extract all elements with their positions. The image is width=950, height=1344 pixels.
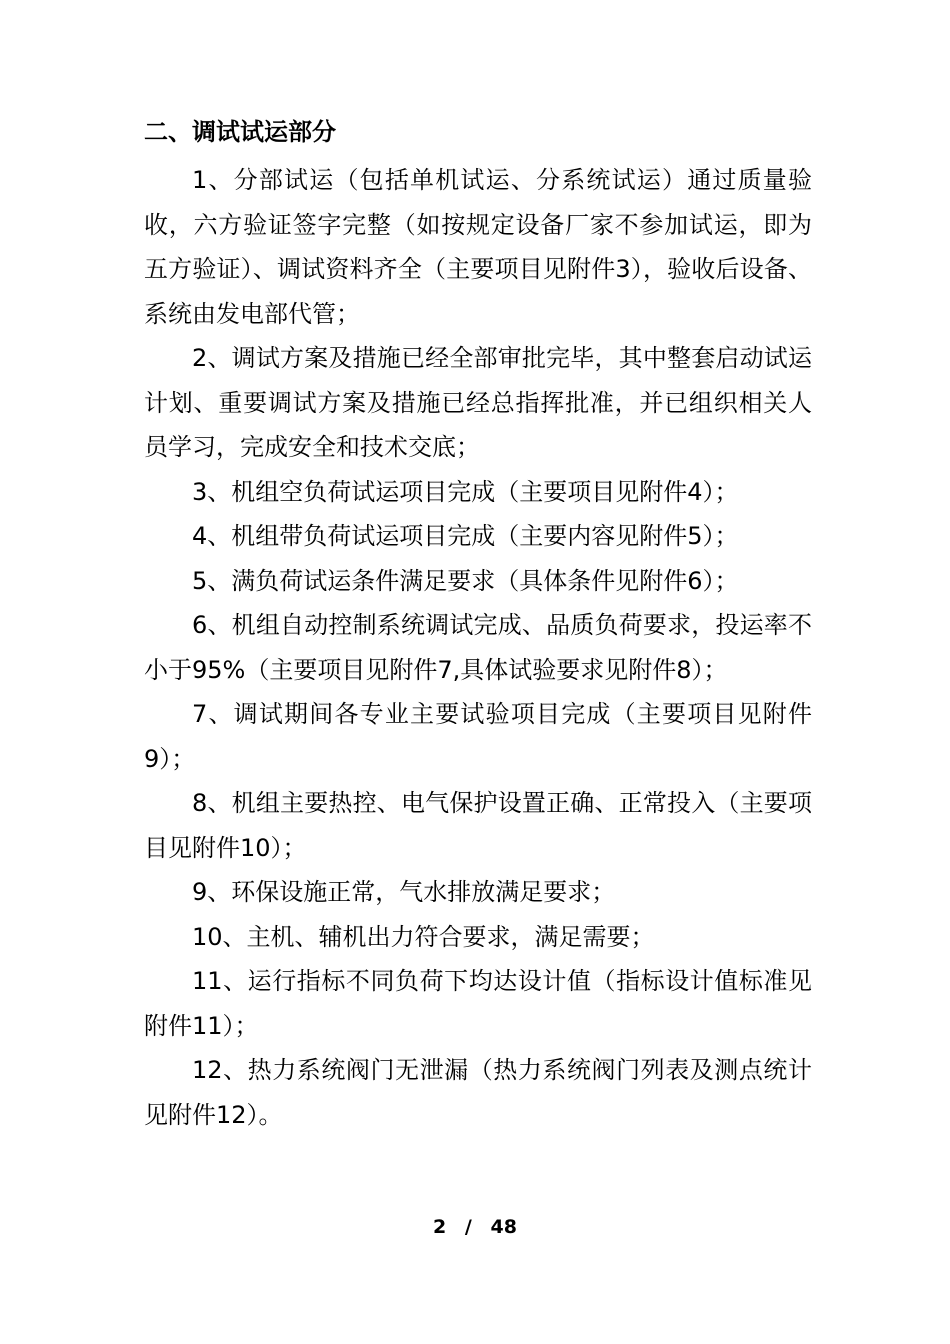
document-body bbox=[144, 112, 812, 1137]
list-item: 9、环保设施正常，气水排放满足要求； bbox=[192, 878, 616, 906]
list-item: 6、机组自动控制系统调试完成、品质负荷要求，投运率不小于95%（主要项目见附件7,具体试验要求见附件8）； bbox=[144, 611, 812, 684]
section-title: 二、调试试运部分 bbox=[144, 118, 336, 146]
list-item: 11、运行指标不同负荷下均达设计值（指标设计值标准见附件11）； bbox=[144, 967, 812, 1040]
list-item: 10、主机、辅机出力符合要求，满足需要； bbox=[192, 922, 655, 951]
total-pages: 48 bbox=[490, 1216, 517, 1238]
page-number bbox=[0, 1214, 950, 1240]
list-item: 7、调试期间各专业主要试验项目完成（主要项目见附件9）； bbox=[144, 700, 812, 773]
list-item: 1、分部试运（包括单机试运、分系统试运）通过质量验收，六方验证签字完整（如按规定设备厂家不参加试运，即为五方验证）、调试资料齐全（主要项目见附件3），验收后设备、系统由发电部代管； bbox=[144, 166, 812, 328]
list-item: 12、热力系统阀门无泄漏（热力系统阀门列表及测点统计见附件12）。 bbox=[144, 1056, 812, 1129]
current-page: 2 bbox=[433, 1216, 447, 1238]
list-item: 4、机组带负荷试运项目完成（主要内容见附件5）； bbox=[192, 522, 739, 550]
list-item: 5、满负荷试运条件满足要求（具体条件见附件6）； bbox=[192, 566, 739, 595]
list-item: 2、调试方案及措施已经全部审批完毕，其中整套启动试运计划、重要调试方案及措施已经总指挥批准，并已组织相关人员学习，完成安全和技术交底； bbox=[144, 344, 812, 461]
page-separator: / bbox=[464, 1216, 472, 1238]
list-item: 3、机组空负荷试运项目完成（主要项目见附件4）； bbox=[192, 477, 739, 506]
list-item: 8、机组主要热控、电气保护设置正确、正常投入（主要项目见附件10）； bbox=[144, 789, 812, 862]
